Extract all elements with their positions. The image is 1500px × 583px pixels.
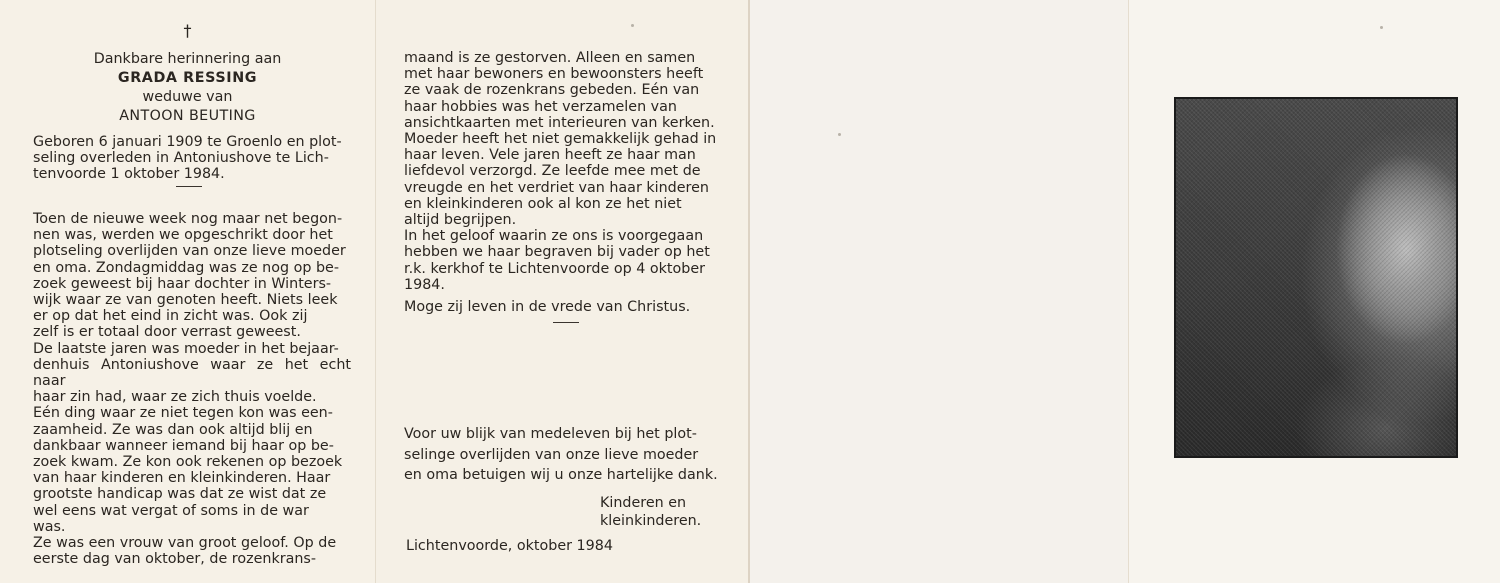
card-panel-back	[748, 0, 1128, 583]
signers-text: Kinderen en kleinkinderen.	[600, 495, 702, 529]
story-text-part2: maand is ze gestorven. Alleen en samen met haar bewoners en bewoonsters heeft ze vaak de rozenkrans gebeden. Eén van haar hobbies was het verzamelen van ansichtkaarten met interieuren van kerken. Moeder heeft het niet gemakkelijk gehad in haar leven. Vele jaren heeft ze haar man liefdevol verzorgd. Ze leefde mee met de vreugde en het verdriet van haar kinderen en kleinkinderen ook al kon ze het niet altijd begrijpen. In het geloof waarin ze ons is voorgegaan hebben we haar begraven bij vader op het r.k. kerkhof te Lichtenvoorde op 4 oktober 1984.	[404, 50, 717, 293]
divider	[176, 186, 202, 187]
widow-of-label: weduwe van	[142, 89, 233, 105]
remembrance-heading: Dankbare herinnering aan	[93, 51, 282, 67]
portrait-photo	[1174, 97, 1458, 458]
paper-speck	[631, 24, 634, 27]
birth-death-text: Geboren 6 januari 1909 te Groenlo en plot- seling overleden in Antoniushove te Lich- tenvoorde 1 oktober 1984.	[33, 134, 342, 183]
paper-speck	[1380, 26, 1383, 29]
divider	[553, 322, 579, 323]
cross-symbol: †	[183, 21, 192, 40]
place-date: Lichtenvoorde, oktober 1984	[406, 538, 613, 554]
paper-speck	[838, 133, 841, 136]
spouse-name: ANTOON BEUTING	[119, 108, 256, 124]
thanks-text: Voor uw blijk van medeleven bij het plot- selinge overlijden van onze lieve moeder en oma betuigen wij u onze hartelijke dank.	[404, 426, 718, 483]
closing-blessing: Moge zij leven in de vrede van Christus.	[404, 299, 691, 315]
story-text-part1: Toen de nieuwe week nog maar net begon- nen was, werden we opgeschrikt door het plotseling overlijden van onze lieve moeder en oma. Zondagmiddag was ze nog op be- zoek geweest bij haar dochter in Winters- wijk waar ze van genoten heeft. Niets leek er op dat het eind in zicht was. Ook zij zelf is er totaal door verrast geweest. De laatste jaren was moeder in het bejaar- denhuis Antoniushove waar ze het echt naar haar zin had, waar ze zich thuis voelde. Eén ding waar ze niet tegen kon was een- zaamheid. Ze was dan ook altijd blij en dankbaar wanneer iemand bij haar op be- zoek kwam. Ze kon ook rekenen op bezoek van haar kinderen en kleinkinderen. Haar grootste handicap was dat ze wist dat ze wel eens wat vergat of soms in de war was. Ze was een vrouw van groot geloof. Op de eerste dag van oktober, de rozenkrans-	[33, 211, 351, 568]
deceased-name: GRADA RESSING	[117, 70, 258, 86]
